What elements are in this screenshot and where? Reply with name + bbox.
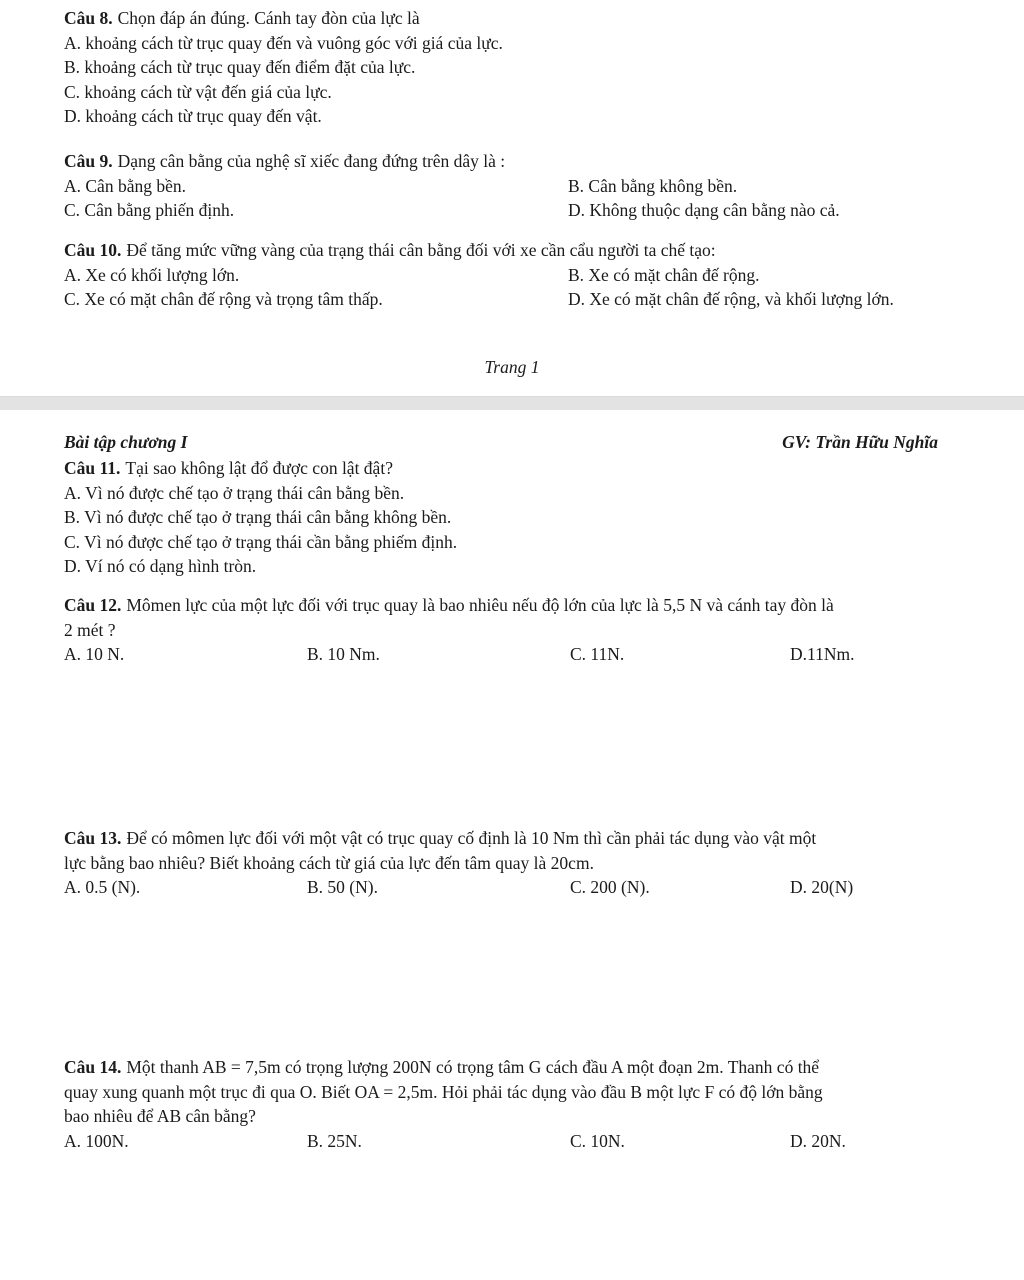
question-9-options-row-2 xyxy=(64,198,984,223)
question-13-option-c: C. 200 (N). xyxy=(570,877,650,898)
question-8-option-a: A. khoảng cách từ trục quay đến và vuông góc với giá của lực. xyxy=(64,32,503,53)
question-13 xyxy=(64,826,984,900)
question-13-text-line-2: lực bằng bao nhiêu? Biết khoảng cách từ giá của lực đến tâm quay là 20cm. xyxy=(64,852,594,873)
question-14-text-line-1: Một thanh AB = 7,5m có trọng lượng 200N có trọng tâm G cách đầu A một đoạn 2m. Thanh có thể xyxy=(126,1057,820,1077)
question-11-option-a: A. Vì nó được chế tạo ở trạng thái cân bằng bền. xyxy=(64,482,405,503)
question-11-heading xyxy=(64,456,984,481)
question-9 xyxy=(64,149,984,223)
question-12-option-c: C. 11N. xyxy=(570,644,625,665)
question-11-option-d: D. Ví nó có dạng hình tròn. xyxy=(64,556,257,577)
question-9-option-c: C. Cân bằng phiến định. xyxy=(64,200,235,221)
teacher-name-label: GV: Trần Hữu Nghĩa xyxy=(782,432,938,452)
question-14 xyxy=(64,1055,984,1153)
question-8-number: Câu 8. xyxy=(64,8,113,28)
question-10-option-a: A. Xe có khối lượng lớn. xyxy=(64,264,240,285)
page-number-label: Trang 1 xyxy=(484,357,540,377)
question-9-heading xyxy=(64,149,984,174)
question-10-text: Để tăng mức vững vàng của trạng thái cân bằng đối với xe cần cẩu người ta chế tạo: xyxy=(126,240,716,260)
question-13-heading xyxy=(64,826,984,851)
question-14-text-line-2: quay xung quanh một trục đi qua O. Biết OA = 2,5m. Hỏi phải tác dụng vào đầu B một lực F có độ lớn bằng xyxy=(64,1081,823,1102)
question-14-option-c: C. 10N. xyxy=(570,1130,625,1151)
question-9-option-a: A. Cân bằng bền. xyxy=(64,175,186,196)
question-14-option-b: B. 25N. xyxy=(307,1130,362,1151)
question-8-text: Chọn đáp án đúng. Cánh tay đòn của lực là xyxy=(117,8,420,28)
question-12-option-a: A. 10 N. xyxy=(64,644,125,665)
question-10-option-d: D. Xe có mặt chân đế rộng, và khối lượng lớn. xyxy=(568,289,894,310)
question-12-number: Câu 12. xyxy=(64,595,122,615)
question-10 xyxy=(64,238,984,312)
question-12-option-d: D.11Nm. xyxy=(790,644,855,665)
question-14-options-row xyxy=(64,1129,984,1154)
question-10-options-row-1 xyxy=(64,263,984,288)
question-11 xyxy=(64,456,984,579)
question-11-option-b: B. Vì nó được chế tạo ở trạng thái cân bằng không bền. xyxy=(64,507,452,528)
question-13-option-b: B. 50 (N). xyxy=(307,877,378,898)
question-14-number: Câu 14. xyxy=(64,1057,122,1077)
question-8-option-b: B. khoảng cách từ trục quay đến điểm đặt của lực. xyxy=(64,57,416,78)
question-11-number: Câu 11. xyxy=(64,458,121,478)
question-13-option-d: D. 20(N) xyxy=(790,877,854,898)
question-14-option-d: D. 20N. xyxy=(790,1130,846,1151)
question-9-number: Câu 9. xyxy=(64,151,113,171)
question-13-text-line-1: Để có mômen lực đối với một vật có trục quay cố định là 10 Nm thì cần phải tác dụng vào vật một xyxy=(126,828,817,848)
question-12-text-line-2: 2 mét ? xyxy=(64,619,116,640)
question-12-options-row xyxy=(64,642,984,667)
question-12-heading xyxy=(64,593,984,618)
question-10-option-c: C. Xe có mặt chân đế rộng và trọng tâm thấp. xyxy=(64,289,383,310)
question-8 xyxy=(64,6,984,129)
question-13-option-a: A. 0.5 (N). xyxy=(64,877,141,898)
question-14-option-a: A. 100N. xyxy=(64,1130,129,1151)
question-10-options-row-2 xyxy=(64,287,984,312)
question-14-heading xyxy=(64,1055,984,1080)
question-9-option-d: D. Không thuộc dạng cân bằng nào cả. xyxy=(568,200,840,221)
question-14-text-line-3: bao nhiêu để AB cân bằng? xyxy=(64,1106,256,1127)
question-11-option-c: C. Vì nó được chế tạo ở trạng thái cần bằng phiếm định. xyxy=(64,531,458,552)
question-12-text-line-1: Mômen lực của một lực đối với trục quay là bao nhiêu nếu độ lớn của lực là 5,5 N và cánh tay đòn là xyxy=(126,595,834,615)
question-9-options-row-1 xyxy=(64,174,984,199)
question-10-number: Câu 10. xyxy=(64,240,122,260)
question-9-option-b: B. Cân bằng không bền. xyxy=(568,175,738,196)
question-10-option-b: B. Xe có mặt chân đế rộng. xyxy=(568,264,760,285)
page-break-divider xyxy=(0,396,1024,410)
question-13-number: Câu 13. xyxy=(64,828,122,848)
question-11-text: Tại sao không lật đổ được con lật đật? xyxy=(125,458,393,478)
question-13-options-row xyxy=(64,875,984,900)
question-8-option-d: D. khoảng cách từ trục quay đến vật. xyxy=(64,106,322,127)
question-12-option-b: B. 10 Nm. xyxy=(307,644,380,665)
question-9-text: Dạng cân bằng của nghệ sĩ xiếc đang đứng trên dây là : xyxy=(117,151,506,171)
section-header xyxy=(64,431,938,453)
question-12 xyxy=(64,593,984,667)
question-8-option-c: C. khoảng cách từ vật đến giá của lực. xyxy=(64,81,332,102)
question-8-heading xyxy=(64,6,984,31)
section-title: Bài tập chương I xyxy=(64,432,188,452)
question-10-heading xyxy=(64,238,984,263)
